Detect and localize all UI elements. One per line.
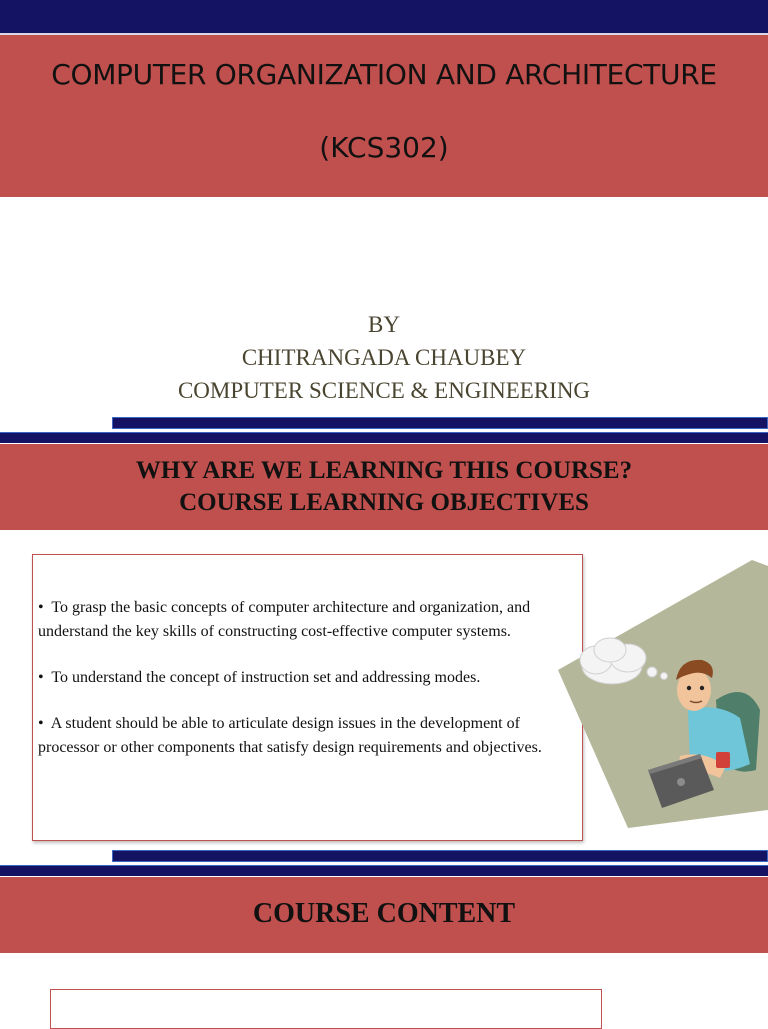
course-title: COMPUTER ORGANIZATION AND ARCHITECTURE [51, 58, 717, 91]
thinking-man-laptop-icon [548, 560, 768, 832]
slide-divider-bar [0, 865, 768, 876]
objectives-list [38, 596, 583, 782]
heading-line-objectives: COURSE LEARNING OBJECTIVES [179, 489, 589, 516]
objectives-heading [0, 455, 768, 519]
department-name: COMPUTER SCIENCE & ENGINEERING [177, 378, 591, 403]
author-name: CHITRANGADA CHAUBEY [241, 345, 527, 370]
heading-line-why: WHY ARE WE LEARNING THIS COURSE? [135, 457, 633, 484]
author-block [0, 308, 768, 407]
slide-divider-bar [0, 432, 768, 443]
list-item: • To understand the concept of instruction set and addressing modes. [38, 669, 481, 686]
slide-divider-bar [112, 417, 768, 429]
list-item: • To grasp the basic concepts of computer architecture and organization, and understand the key skills of constructing cost-effective computer systems. [38, 599, 531, 640]
top-navy-bar [0, 0, 768, 33]
slide-divider-bar [112, 850, 768, 862]
content-box [50, 989, 602, 1029]
course-code: (KCS302) [319, 131, 449, 164]
list-item: • A student should be able to articulate design issues in the development of processor or other components that satisfy design requirements and objectives. [38, 715, 542, 756]
by-label: BY [368, 312, 400, 337]
course-content-heading: COURSE CONTENT [252, 898, 516, 929]
